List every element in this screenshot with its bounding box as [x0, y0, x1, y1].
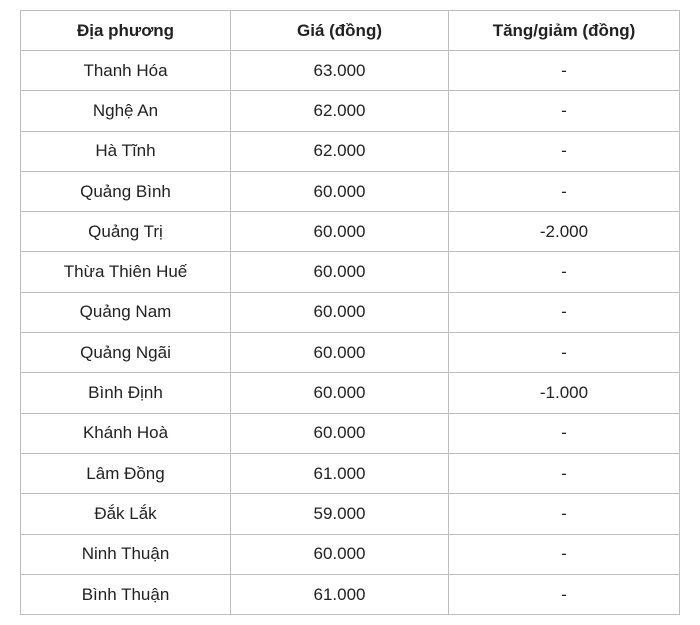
cell-change: -2.000: [449, 212, 680, 252]
cell-price: 60.000: [231, 171, 449, 211]
cell-region: Đắk Lắk: [21, 494, 231, 534]
cell-region: Bình Định: [21, 373, 231, 413]
header-region: Địa phương: [21, 11, 231, 51]
cell-region: Nghệ An: [21, 91, 231, 131]
table-row: [21, 171, 680, 211]
header-change: Tăng/giảm (đồng): [449, 11, 680, 51]
cell-change: -: [449, 51, 680, 91]
cell-region: Khánh Hoà: [21, 413, 231, 453]
table-row: [21, 413, 680, 453]
cell-region: Quảng Ngãi: [21, 333, 231, 373]
table-row: [21, 292, 680, 332]
cell-change: -: [449, 252, 680, 292]
cell-change: -: [449, 292, 680, 332]
cell-change: -: [449, 91, 680, 131]
cell-price: 63.000: [231, 51, 449, 91]
table-row: [21, 212, 680, 252]
cell-change: -: [449, 413, 680, 453]
cell-region: Thừa Thiên Huế: [21, 252, 231, 292]
cell-region: Hà Tĩnh: [21, 131, 231, 171]
cell-region: Thanh Hóa: [21, 51, 231, 91]
cell-region: Quảng Nam: [21, 292, 231, 332]
table-row: [21, 373, 680, 413]
table-row: [21, 574, 680, 614]
cell-price: 60.000: [231, 534, 449, 574]
header-price: Giá (đồng): [231, 11, 449, 51]
table-row: [21, 51, 680, 91]
table-row: [21, 534, 680, 574]
cell-price: 60.000: [231, 212, 449, 252]
cell-price: 59.000: [231, 494, 449, 534]
cell-region: Bình Thuận: [21, 574, 231, 614]
cell-change: -: [449, 333, 680, 373]
cell-change: -: [449, 494, 680, 534]
cell-price: 61.000: [231, 453, 449, 493]
cell-price: 62.000: [231, 131, 449, 171]
table-header-row: [21, 11, 680, 51]
cell-price: 60.000: [231, 333, 449, 373]
cell-region: Quảng Bình: [21, 171, 231, 211]
cell-change: -: [449, 131, 680, 171]
cell-region: Ninh Thuận: [21, 534, 231, 574]
cell-price: 60.000: [231, 252, 449, 292]
cell-change: -: [449, 453, 680, 493]
table-row: [21, 453, 680, 493]
cell-change: -1.000: [449, 373, 680, 413]
table-row: [21, 333, 680, 373]
cell-change: -: [449, 171, 680, 211]
cell-change: -: [449, 534, 680, 574]
table-row: [21, 494, 680, 534]
cell-price: 60.000: [231, 413, 449, 453]
cell-region: Lâm Đồng: [21, 453, 231, 493]
price-table-container: [20, 10, 680, 615]
price-table: [20, 10, 680, 615]
cell-region: Quảng Trị: [21, 212, 231, 252]
cell-price: 61.000: [231, 574, 449, 614]
cell-change: -: [449, 574, 680, 614]
table-row: [21, 252, 680, 292]
table-row: [21, 91, 680, 131]
cell-price: 60.000: [231, 373, 449, 413]
cell-price: 60.000: [231, 292, 449, 332]
cell-price: 62.000: [231, 91, 449, 131]
table-row: [21, 131, 680, 171]
